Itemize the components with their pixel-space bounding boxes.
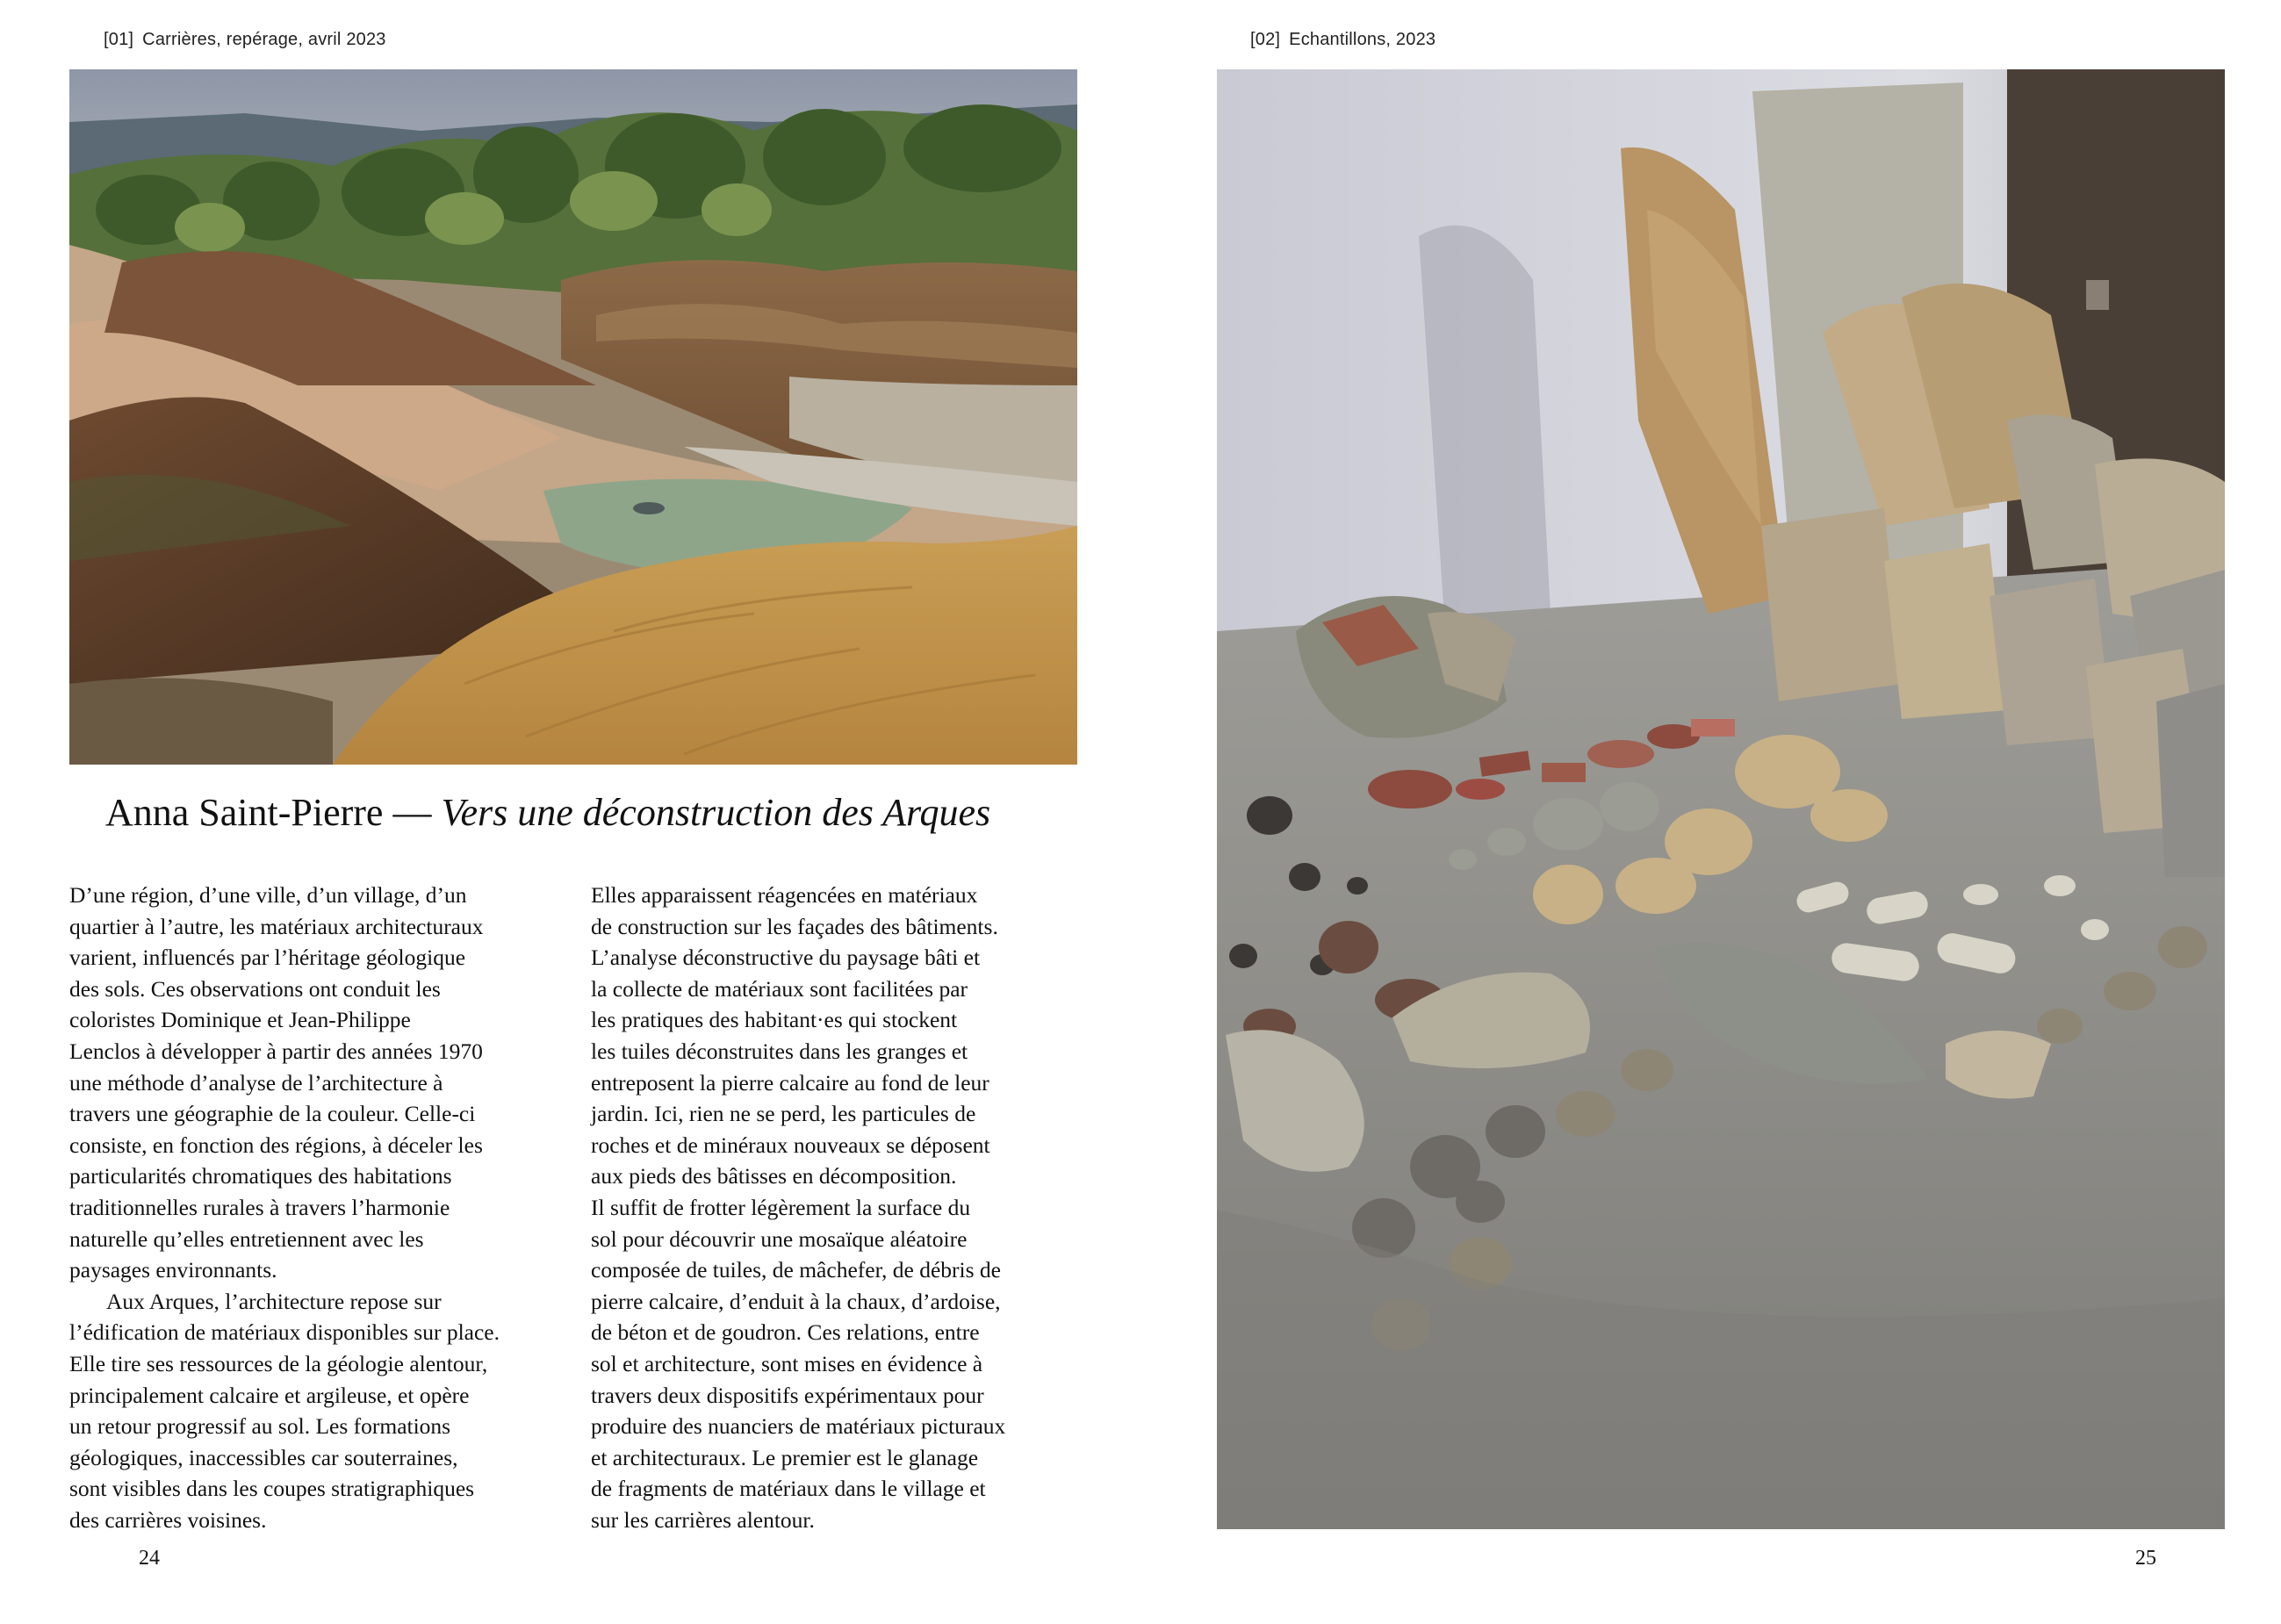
text-line: un retour progressif au sol. Les formations (69, 1413, 451, 1440)
text-line: l’édification de matériaux disponibles sur place. (69, 1319, 500, 1346)
right-caption-number: [02] (1250, 30, 1281, 49)
text-line: sol pour découvrir une mosaïque aléatoire (591, 1225, 968, 1252)
text-line: Elles apparaissent réagencées en matériaux (591, 882, 978, 908)
text-line: de béton et de goudron. Ces relations, entre (591, 1319, 980, 1346)
text-line: travers une géographie de la couleur. Celle-ci (69, 1101, 476, 1127)
left-caption-number: [01] (104, 30, 134, 49)
text-line: naturelle qu’elles entretiennent avec les (69, 1225, 424, 1252)
text-line: des carrières voisines. (69, 1506, 267, 1533)
text-line: aux pieds des bâtisses en décomposition. (591, 1163, 957, 1189)
text-line: paysages environnants. (69, 1257, 277, 1283)
text-line: consiste, en fonction des régions, à déceler les (69, 1132, 483, 1158)
article-author: Anna Saint-Pierre — (105, 791, 432, 834)
right-photo-caption (1250, 30, 1436, 50)
text-line: sont visibles dans les coupes stratigraphiques (69, 1476, 475, 1502)
text-line: composée de tuiles, de mâchefer, de débris de (591, 1257, 1001, 1283)
text-line-paragraph-start: Aux Arques, l’architecture repose sur (106, 1288, 442, 1314)
text-line: pierre calcaire, d’enduit à la chaux, d’ardoise, (591, 1288, 1001, 1314)
text-line: Il suffit de frotter légèrement la surface du (591, 1194, 971, 1220)
text-line: particularités chromatiques des habitations (69, 1163, 452, 1189)
text-line: L’analyse déconstructive du paysage bâti et (591, 945, 981, 971)
text-line: D’une région, d’une ville, d’un village, d’un (69, 882, 467, 908)
text-line: roches et de minéraux nouveaux se déposent (591, 1132, 990, 1158)
text-line: coloristes Dominique et Jean-Philippe (69, 1007, 411, 1033)
quarry-photo (69, 69, 1077, 765)
quarry-landscape-illustration (69, 69, 1077, 765)
text-line: géologiques, inaccessibles car souterraines, (69, 1444, 458, 1470)
text-line: de construction sur les façades des bâtiments. (591, 913, 998, 939)
text-line: produire des nuanciers de matériaux picturaux (591, 1413, 1006, 1440)
text-line: traditionnelles rurales à travers l’harmonie (69, 1194, 450, 1220)
text-line: et architecturaux. Le premier est le glanage (591, 1444, 979, 1470)
text-line: varient, influencés par l’héritage géologique (69, 945, 466, 971)
text-line: jardin. Ici, rien ne se perd, les particules de (591, 1101, 976, 1127)
text-line: une méthode d’analyse de l’architecture à (69, 1069, 443, 1096)
text-line: les tuiles déconstruites dans les granges et (591, 1038, 968, 1064)
text-line: la collecte de matériaux sont facilitées par (591, 975, 968, 1002)
article-work-title: Vers une déconstruction des Arques (441, 791, 991, 834)
right-caption-text: Echantillons, 2023 (1289, 30, 1436, 49)
text-line: principalement calcaire et argileuse, et opère (69, 1382, 470, 1408)
text-line: travers deux dispositifs expérimentaux pour (591, 1382, 984, 1408)
samples-arrangement-illustration (1217, 69, 2225, 1529)
left-photo-caption (104, 30, 386, 50)
page-number-right: 25 (2135, 1547, 2156, 1570)
text-line: entreposent la pierre calcaire au fond de leur (591, 1069, 989, 1096)
text-line: quartier à l’autre, les matériaux architecturaux (69, 913, 484, 939)
samples-photo (1217, 69, 2225, 1529)
body-column-1 (69, 880, 561, 1535)
text-line: de fragments de matériaux dans le village et (591, 1476, 986, 1502)
text-line: des sols. Ces observations ont conduit les (69, 975, 441, 1002)
text-line: sur les carrières alentour. (591, 1506, 815, 1533)
text-line: Lenclos à développer à partir des années 1970 (69, 1038, 483, 1064)
body-column-2 (591, 880, 1083, 1535)
page-number-left: 24 (139, 1547, 160, 1570)
article-title (105, 790, 1071, 835)
left-caption-text: Carrières, repérage, avril 2023 (142, 30, 386, 49)
text-line: les pratiques des habitant·es qui stockent (591, 1007, 958, 1033)
text-line: Elle tire ses ressources de la géologie alentour, (69, 1350, 488, 1376)
text-line: sol et architecture, sont mises en évidence à (591, 1350, 983, 1376)
